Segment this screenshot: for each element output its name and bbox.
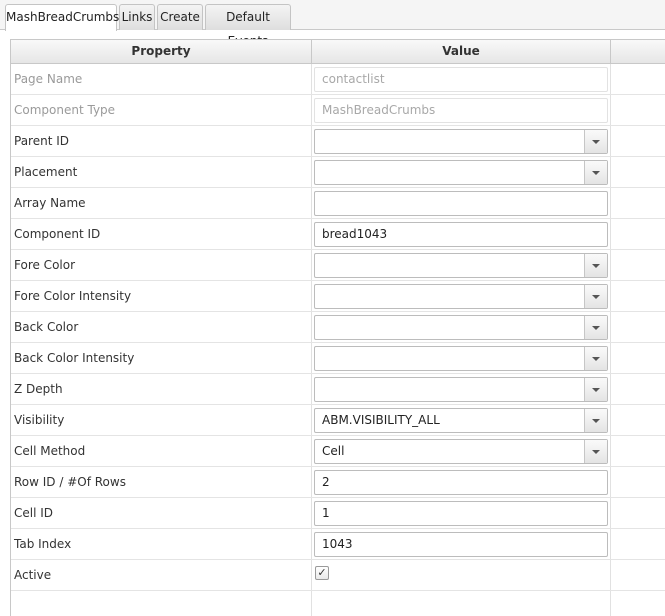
- property-label: Component ID: [14, 227, 101, 241]
- value-text: 1043: [322, 537, 353, 551]
- property-row: [11, 64, 665, 95]
- chevron-down-icon[interactable]: [584, 285, 607, 308]
- property-row: [11, 467, 665, 498]
- property-row: [11, 312, 665, 343]
- property-label: Tab Index: [14, 537, 72, 551]
- property-label: Parent ID: [14, 134, 70, 148]
- value-dropdown[interactable]: [314, 408, 608, 433]
- chevron-down-icon[interactable]: [584, 161, 607, 184]
- value-dropdown[interactable]: [314, 346, 608, 371]
- value-text: MashBreadCrumbs: [322, 103, 436, 117]
- tab-bar: [0, 0, 665, 30]
- property-column-header[interactable]: Property: [11, 40, 312, 63]
- value-text: contactlist: [322, 72, 385, 86]
- property-row: [11, 219, 665, 250]
- value-dropdown[interactable]: [314, 284, 608, 309]
- property-label: Active: [14, 568, 52, 582]
- chevron-down-icon[interactable]: [584, 130, 607, 153]
- value-text: bread1043: [322, 227, 388, 241]
- property-row: [11, 281, 665, 312]
- property-row: [11, 529, 665, 560]
- value-input[interactable]: [314, 191, 608, 216]
- tab-mashbreadcrumbs[interactable]: MashBreadCrumbs: [5, 4, 117, 31]
- empty-row: [11, 591, 665, 616]
- property-label: Back Color Intensity: [14, 351, 135, 365]
- property-label: Visibility: [14, 413, 65, 427]
- chevron-down-icon[interactable]: [584, 440, 607, 463]
- chevron-down-icon[interactable]: [584, 409, 607, 432]
- extra-column-header: [611, 40, 665, 63]
- property-label: Row ID / #Of Rows: [14, 475, 126, 489]
- property-row: [11, 343, 665, 374]
- value-text: Cell: [322, 444, 345, 458]
- property-label: Z Depth: [14, 382, 63, 396]
- property-label: Placement: [14, 165, 78, 179]
- property-row: [11, 374, 665, 405]
- tab-links[interactable]: Links: [119, 4, 155, 30]
- property-row: [11, 126, 665, 157]
- value-input[interactable]: [314, 222, 608, 247]
- value-text: ABM.VISIBILITY_ALL: [322, 413, 440, 427]
- value-dropdown[interactable]: [314, 315, 608, 340]
- property-row: [11, 436, 665, 467]
- property-row: [11, 157, 665, 188]
- chevron-down-icon[interactable]: [584, 316, 607, 339]
- property-label: Fore Color: [14, 258, 76, 272]
- property-label: Fore Color Intensity: [14, 289, 132, 303]
- grid-header: [11, 40, 665, 64]
- property-label: Page Name: [14, 72, 83, 86]
- property-label: Array Name: [14, 196, 86, 210]
- value-input: [314, 98, 608, 123]
- chevron-down-icon[interactable]: [584, 254, 607, 277]
- value-dropdown[interactable]: [314, 439, 608, 464]
- value-text: 1: [322, 506, 330, 520]
- property-row: [11, 560, 665, 591]
- value-text: 2: [322, 475, 330, 489]
- property-row: [11, 405, 665, 436]
- property-row: [11, 95, 665, 126]
- value-dropdown[interactable]: [314, 377, 608, 402]
- tab-create[interactable]: Create: [157, 4, 203, 30]
- property-label: Cell Method: [14, 444, 86, 458]
- tab-default-events[interactable]: Default: [205, 4, 291, 30]
- property-row: [11, 250, 665, 281]
- property-label: Component Type: [14, 103, 116, 117]
- property-grid: [10, 39, 665, 616]
- property-label: Cell ID: [14, 506, 54, 520]
- value-column-header[interactable]: Value: [312, 40, 611, 63]
- value-dropdown[interactable]: [314, 129, 608, 154]
- chevron-down-icon[interactable]: [584, 378, 607, 401]
- property-row: [11, 188, 665, 219]
- value-input[interactable]: [314, 470, 608, 495]
- value-input: [314, 67, 608, 92]
- active-checkbox[interactable]: ✓: [315, 566, 329, 580]
- property-row: [11, 498, 665, 529]
- property-label: Back Color: [14, 320, 79, 334]
- value-dropdown[interactable]: [314, 253, 608, 278]
- chevron-down-icon[interactable]: [584, 347, 607, 370]
- value-input[interactable]: [314, 532, 608, 557]
- value-input[interactable]: [314, 501, 608, 526]
- value-dropdown[interactable]: [314, 160, 608, 185]
